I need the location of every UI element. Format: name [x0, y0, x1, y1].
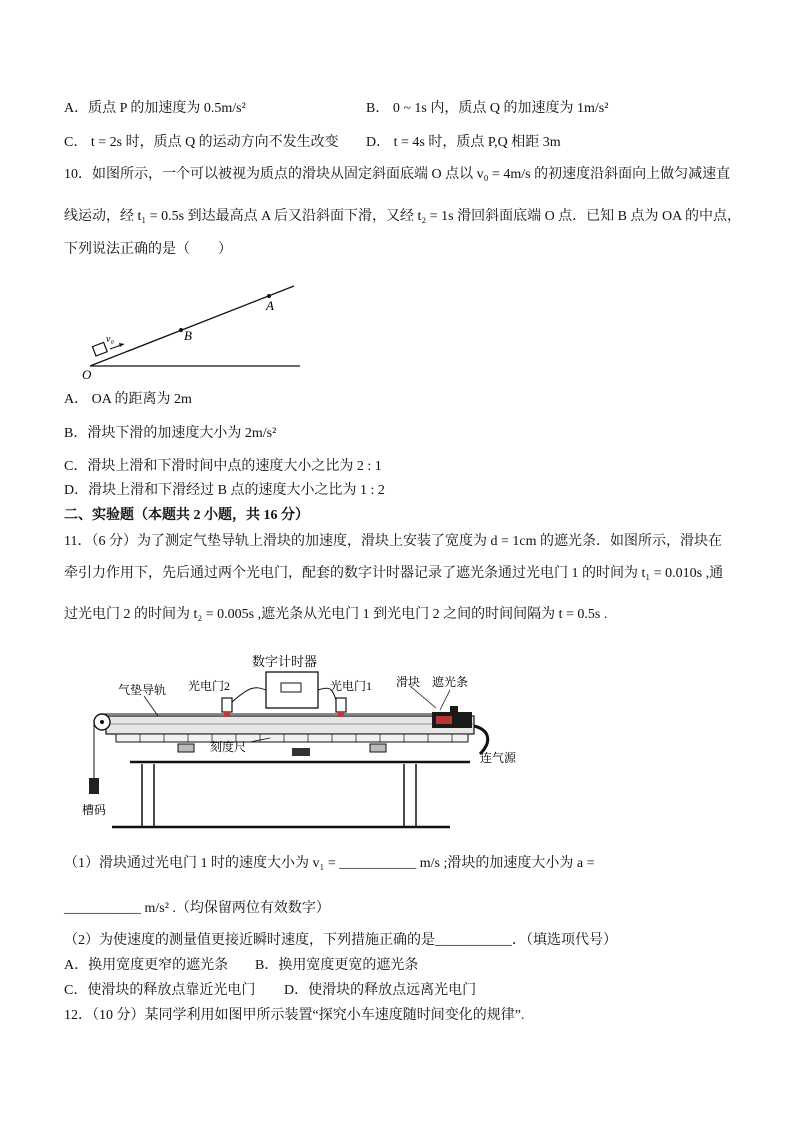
weight-label: 槽码	[82, 803, 107, 817]
strip-label: 遮光条	[432, 675, 469, 689]
point-a-label: A	[266, 298, 274, 313]
point-o-label: O	[82, 367, 92, 382]
q10-option-b: B．滑块下滑的加速度大小为 2m/s²	[64, 426, 277, 441]
light-blocking-strip	[450, 706, 458, 714]
air-track-rail	[106, 716, 474, 734]
point-b-label: B	[184, 328, 192, 343]
q11-sub2: （2）为使速度的测量值更接近瞬时速度，下列措施正确的是___________．（填选项代号）	[64, 933, 617, 948]
ruler-label: 刻度尺	[210, 740, 247, 754]
q11-option-b: B．换用宽度更宽的遮光条	[255, 958, 419, 973]
slider-block	[92, 342, 107, 356]
ruler	[116, 734, 468, 742]
gate2-label: 光电门2	[188, 679, 231, 693]
rail-label: 气垫导轨	[118, 683, 167, 697]
q10-stem-line1: 10．如图所示，一个可以被视为质点的滑块从固定斜面底端 O 点以 v₀ = 4m/s 的初速度沿斜面向上做匀减速直	[64, 167, 731, 182]
photogate-2	[222, 698, 232, 712]
timer-label: 数字计时器	[252, 654, 318, 669]
air-source-label: 连气源	[480, 751, 517, 765]
q9-option-b: B． 0 ~ 1s 内，质点 Q 的加速度为 1m/s²	[366, 101, 609, 116]
q11-stem-line3: 过光电门 2 的时间为 t₂ = 0.005s ,遮光条从光电门 1 到光电门 2 之间的时间间隔为 t = 0.5s .	[64, 607, 608, 622]
q11-stem-line2: 牵引力作用下，先后通过两个光电门，配套的数字计时器记录了遮光条通过光电门 1 的时间为 t₁ = 0.010s ,通	[64, 566, 724, 581]
photogate-1	[336, 698, 346, 712]
incline-figure	[80, 282, 310, 382]
hanging-weight	[89, 778, 99, 794]
gate1-label: 光电门1	[330, 679, 373, 693]
slider-label: 滑块	[396, 675, 421, 689]
q12-stem: 12．（10 分）某同学利用如图甲所示装置“探究小车速度随时间变化的规律”.	[64, 1008, 525, 1023]
digital-timer	[266, 672, 318, 708]
air-track-figure	[80, 650, 550, 835]
q10-stem-line2: 线运动，经 t₁ = 0.5s 到达最高点 A 后又沿斜面下滑，又经 t₂ = 1s 滑回斜面底端 O 点．已知 B 点为 OA 的中点，	[64, 209, 741, 224]
v0-label: v₀	[106, 334, 114, 345]
q11-stem-line1: 11．（6 分）为了测定气垫导轨上滑块的加速度，滑块上安装了宽度为 d = 1cm 的遮光条．如图所示，滑块在	[64, 534, 722, 549]
point-b-dot	[179, 328, 183, 332]
q10-option-c: C．滑块上滑和下滑时间中点的速度大小之比为 2 : 1	[64, 459, 382, 474]
q11-option-a: A．换用宽度更窄的遮光条	[64, 958, 229, 973]
section-2-heading: 二、实验题（本题共 2 小题，共 16 分）	[64, 508, 309, 523]
q11-sub1-line1: （1）滑块通过光电门 1 时的速度大小为 v₁ = ___________ m/s ;滑块的加速度大小为 a =	[64, 856, 595, 871]
q11-option-d: D．使滑块的释放点远离光电门	[284, 983, 477, 998]
q11-sub1-line2: ___________ m/s² .（均保留两位有效数字）	[64, 901, 330, 916]
q9-option-c: C． t = 2s 时，质点 Q 的运动方向不发生改变	[64, 135, 339, 150]
q10-option-d: D．滑块上滑和下滑经过 B 点的速度大小之比为 1 : 2	[64, 483, 385, 498]
q9-option-a: A．质点 P 的加速度为 0.5m/s²	[64, 101, 246, 116]
q10-stem-line3: 下列说法正确的是（ ）	[64, 242, 232, 257]
q9-option-d: D． t = 4s 时，质点 P,Q 相距 3m	[366, 135, 561, 150]
q11-option-c: C．使滑块的释放点靠近光电门	[64, 983, 256, 998]
q10-option-a: A． OA 的距离为 2m	[64, 392, 192, 407]
